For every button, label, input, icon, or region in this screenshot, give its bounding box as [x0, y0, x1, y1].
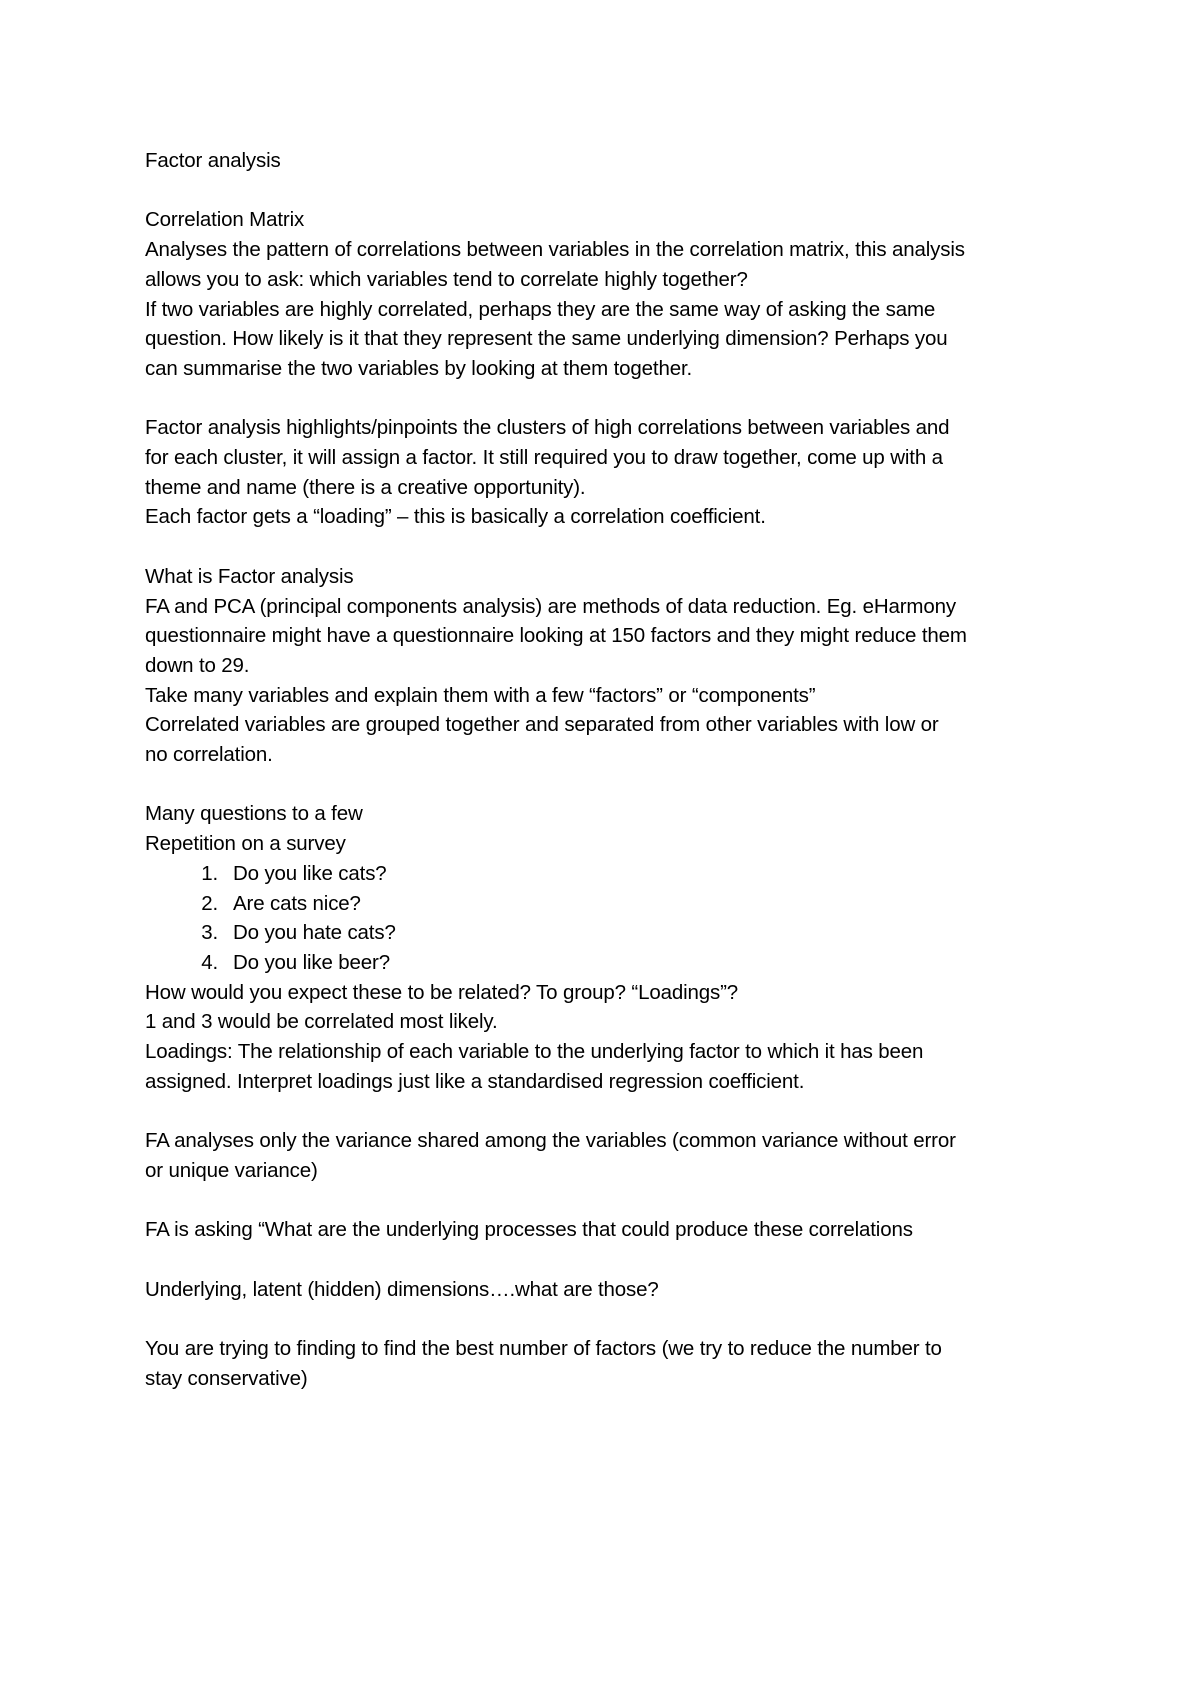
document-title: Factor analysis	[145, 149, 281, 172]
list-item-number: 3.	[201, 921, 218, 945]
paragraph-line: questionnaire might have a questionnaire looking at 150 factors and they might reduce them	[145, 624, 967, 648]
section-heading-many-questions: Many questions to a few	[145, 802, 363, 826]
paragraph-line: assigned. Interpret loadings just like a standardised regression coefficient.	[145, 1069, 805, 1093]
blank-line	[145, 1245, 1080, 1275]
paragraph-line: You are trying to finding to find the best number of factors (we try to reduce the number to	[145, 1337, 942, 1360]
list-item	[145, 948, 1080, 978]
paragraph-line: How would you expect these to be related? To group? “Loadings”?	[145, 980, 739, 1004]
paragraph-line: FA analyses only the variance shared among the variables (common variance without error	[145, 1129, 956, 1153]
blank-line	[145, 1304, 1080, 1334]
paragraph-line: Loadings: The relationship of each variable to the underlying factor to which it has been	[145, 1040, 924, 1064]
blank-line	[145, 384, 1080, 414]
list-item	[145, 889, 1080, 919]
list-item	[145, 918, 1080, 948]
paragraph-line: Take many variables and explain them with a few “factors” or “components”	[145, 683, 816, 707]
paragraph-line: FA is asking “What are the underlying processes that could produce these correlations	[145, 1218, 913, 1242]
paragraph-line: can summarise the two variables by looking at them together.	[145, 356, 693, 380]
blank-line	[145, 532, 1080, 562]
list-item-text: Are cats nice?	[233, 891, 361, 915]
list-item-text: Do you like beer?	[233, 950, 390, 974]
paragraph-line: stay conservative)	[145, 1366, 308, 1390]
paragraph-line: Analyses the pattern of correlations between variables in the correlation matrix, this analysis	[145, 238, 965, 262]
list-item-number: 2.	[201, 891, 218, 915]
paragraph-line: for each cluster, it will assign a factor. It still required you to draw together, come up with a	[145, 446, 943, 469]
paragraph-line: allows you to ask: which variables tend to correlate highly together?	[145, 267, 748, 291]
paragraph-line: Each factor gets a “loading” – this is basically a correlation coefficient.	[145, 505, 766, 529]
blank-line	[145, 770, 1080, 800]
section-subheading: Repetition on a survey	[145, 832, 346, 856]
list-item-number: 1.	[201, 861, 218, 885]
section-heading-what-is-factor-analysis: What is Factor analysis	[145, 564, 354, 588]
paragraph-line: FA and PCA (principal components analysis) are methods of data reduction. Eg. eHarmony	[145, 594, 956, 618]
blank-line	[145, 1096, 1080, 1126]
numbered-list	[145, 859, 1080, 978]
paragraph-line: question. How likely is it that they represent the same underlying dimension? Perhaps you	[145, 327, 948, 351]
list-item	[145, 859, 1080, 889]
paragraph-line: Factor analysis highlights/pinpoints the clusters of high correlations between variables and	[145, 416, 950, 440]
paragraph-line: or unique variance)	[145, 1158, 318, 1182]
paragraph-line: 1 and 3 would be correlated most likely.	[145, 1010, 498, 1034]
paragraph-line: If two variables are highly correlated, perhaps they are the same way of asking the same	[145, 297, 936, 321]
list-item-text: Do you like cats?	[233, 861, 387, 885]
list-item-number: 4.	[201, 950, 218, 974]
paragraph-line: down to 29.	[145, 653, 250, 677]
section-heading-correlation-matrix: Correlation Matrix	[145, 208, 305, 232]
blank-line	[145, 1186, 1080, 1216]
paragraph-line: theme and name (there is a creative opportunity).	[145, 475, 586, 499]
paragraph-line: Correlated variables are grouped together and separated from other variables with low or	[145, 713, 939, 737]
paragraph-line: no correlation.	[145, 743, 273, 767]
list-item-text: Do you hate cats?	[233, 921, 396, 945]
paragraph-line: Underlying, latent (hidden) dimensions….what are those?	[145, 1277, 659, 1301]
blank-line	[145, 176, 1080, 206]
